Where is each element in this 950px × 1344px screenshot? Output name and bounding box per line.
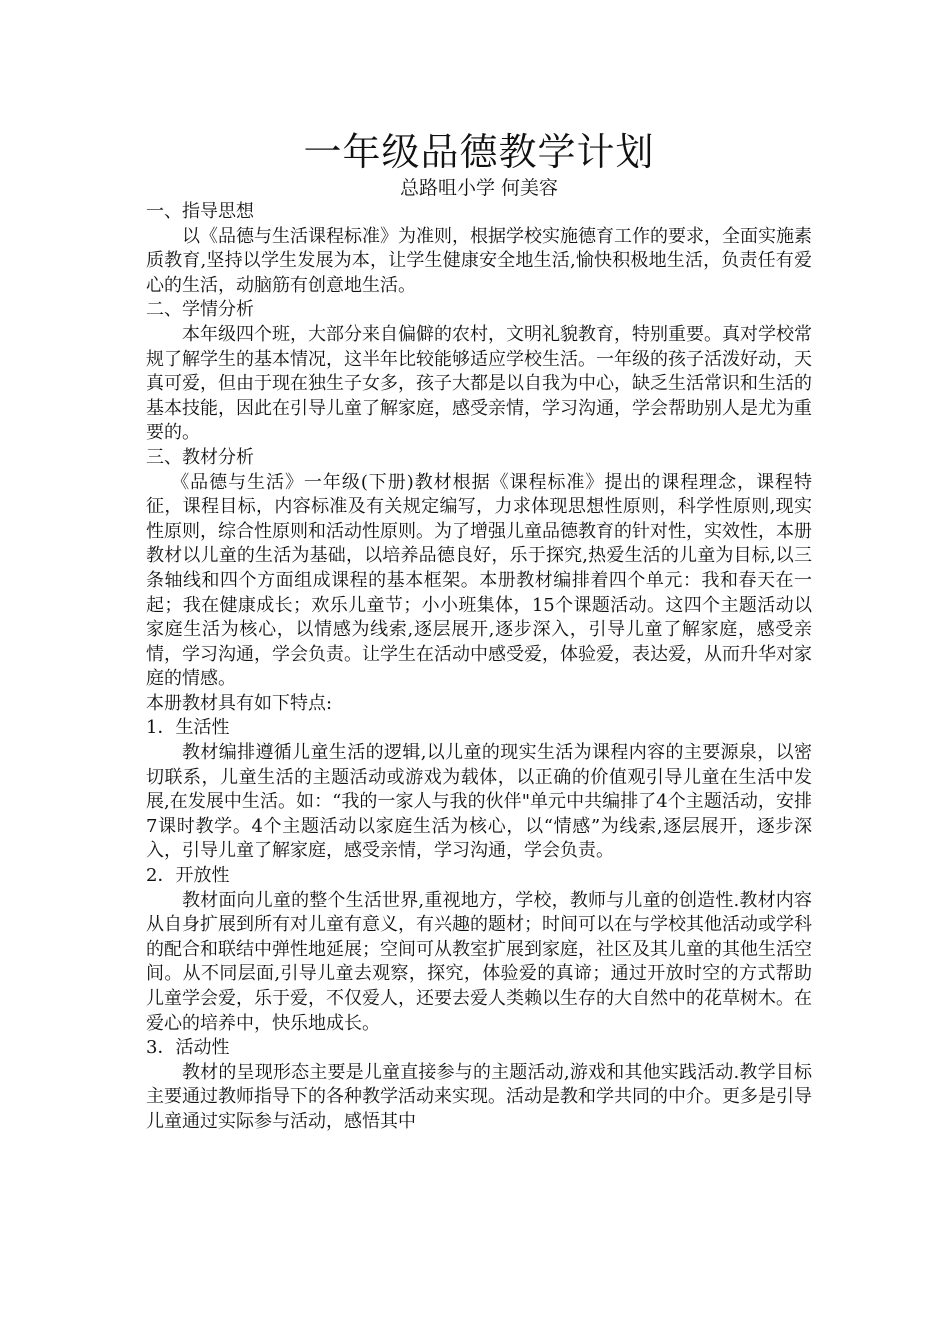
section-heading: 3．活动性 <box>146 1037 230 1059</box>
paragraph: 教材面向儿童的整个生活世界,重视地方，学校，教师与儿童的创造性.教材内容从自身扩展到所有对儿童有意义，有兴趣的题材；时间可以在与学校其他活动或学科的配合和联结中弹性地延展；空间可从教室扩展到家庭，社区及其儿童的其他生活空间。从不同层面,引导儿童去观察，探究，体验爱的真谛；通过开放时空的方式帮助儿童学会爱，乐于爱，不仅爱人，还要去爱人类赖以生存的大自然中的花草树木。在爱心的培养中，快乐地成长。 <box>146 889 812 1034</box>
paragraph: 本年级四个班，大部分来自偏僻的农村，文明礼貌教育，特别重要。真对学校常规了解学生的基本情况，这半年比较能够适应学校生活。一年级的孩子活泼好动，天真可爱，但由于现在独生子女多，孩子大都是以自我为中心，缺乏生活常识和生活的基本技能，因此在引导儿童了解家庭，感受亲情，学习沟通，学会帮助别人是尤为重要的。 <box>146 323 812 444</box>
paragraph: 教材编排遵循儿童生活的逻辑,以儿童的现实生活为课程内容的主要源泉，以密切联系，儿童生活的主题活动或游戏为载体，以正确的价值观引导儿童在生活中发展,在发展中生活。如：“我的一家人与我的伙伴"单元中共编排了4个主题活动，安排7课时教学。4个主题活动以家庭生活为核心，以“情感”为线索,逐层展开，逐步深入，引导儿童了解家庭，感受亲情，学习沟通，学会负责。 <box>146 742 812 862</box>
section-heading: 本册教材具有如下特点: <box>146 692 333 714</box>
section-heading: 三、教材分析 <box>146 446 254 468</box>
document-title: 一年级品德教学计划 <box>303 130 655 174</box>
document-body <box>146 128 812 1135</box>
section-heading: 1．生活性 <box>146 717 230 739</box>
section-heading: 一、指导思想 <box>146 201 254 222</box>
section-heading: 2．开放性 <box>146 865 230 887</box>
paragraph: 《品德与生活》一年级(下册)教材根据《课程标准》提出的课程理念，课程特征，课程目标，内容标准及有关规定编写，力求体现思想性原则，科学性原则,现实性原则，综合性原则和活动性原则。为了增强儿童品德教育的针对性，实效性，本册教材以儿童的生活为基础，以培养品德良好，乐于探究,热爱生活的儿童为目标,以三条轴线和四个方面组成课程的基本框架。本册教材编排着四个单元：我和春天在一起；我在健康成长；欢乐儿童节；小小班集体，15个课题活动。这四个主题活动以家庭生活为核心，以情感为线索,逐层展开,逐步深入，引导儿童了解家庭，感受亲情，学习沟通，学会负责。让学生在活动中感受爱，体验爱，表达爱，从而升华对家庭的情感。 <box>146 471 812 690</box>
document-author: 总路咀小学 何美容 <box>399 177 559 199</box>
paragraph: 教材的呈现形态主要是儿童直接参与的主题活动,游戏和其他实践活动.教学目标主要通过教师指导下的各种教学活动来实现。活动是教和学共同的中介。更多是引导儿童通过实际参与活动，感悟其中 <box>146 1061 812 1132</box>
section-heading: 二、学情分析 <box>146 299 254 321</box>
paragraph: 以《品德与生活课程标准》为准则，根据学校实施德育工作的要求，全面实施素质教育,坚持以学生发展为本，让学生健康安全地生活,愉快积极地生活，负责任有爱心的生活，动脑筋有创意地生活。 <box>146 225 812 296</box>
document-blocks <box>146 200 812 1135</box>
